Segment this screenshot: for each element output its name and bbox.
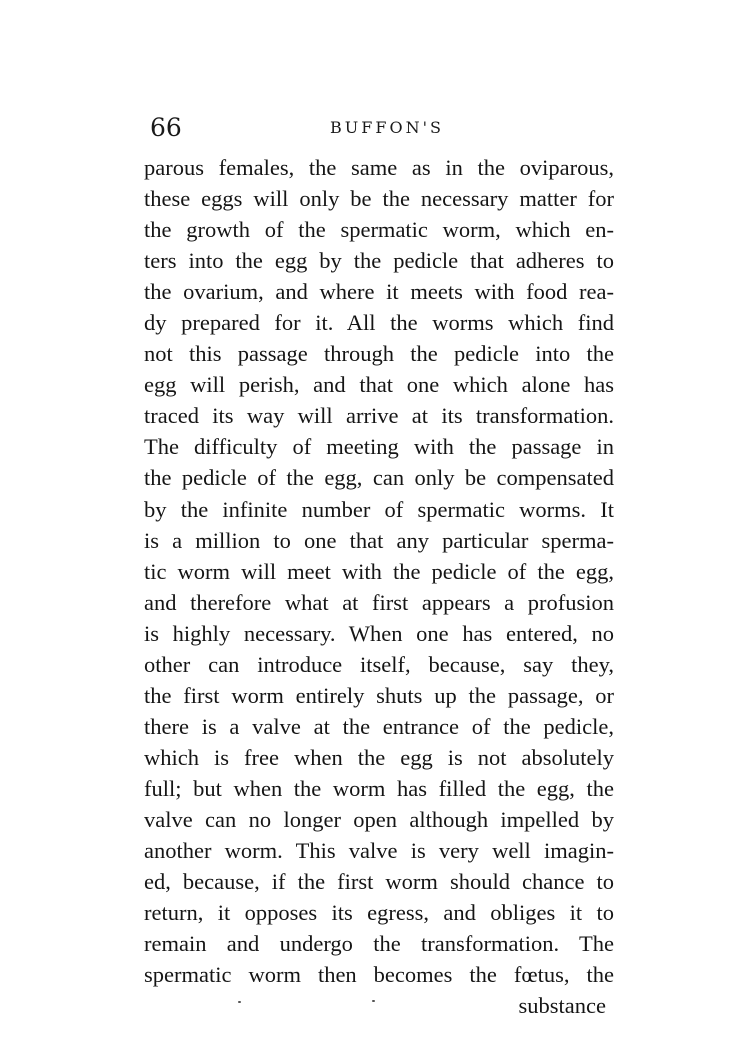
text-line: valve can no longer open although impelled by [144, 806, 614, 832]
text-line: dy prepared for it. All the worms which find [144, 310, 614, 336]
text-line: these eggs will only be the necessary matter for [144, 186, 614, 212]
text-line: another worm. This valve is very well imagin- [144, 838, 614, 864]
text-line: the pedicle of the egg, can only be compensated [144, 465, 614, 491]
text-line: traced its way will arrive at its transformation. [144, 403, 614, 429]
text-line: by the infinite number of spermatic worms. It [144, 496, 614, 522]
text-line: return, it opposes its egress, and obliges it to [144, 900, 614, 926]
catchword: substance [518, 993, 606, 1019]
text-line: tic worm will meet with the pedicle of the egg, [144, 558, 614, 584]
text-line: spermatic worm then becomes the fœtus, the [144, 962, 614, 988]
text-line: the first worm entirely shuts up the passage, or [144, 682, 614, 708]
text-line: is highly necessary. When one has entered, no [144, 620, 614, 646]
text-line: egg will perish, and that one which alone has [144, 372, 614, 398]
page-header [150, 108, 600, 148]
text-line: the growth of the spermatic worm, which en- [144, 217, 614, 243]
text-line: is a million to one that any particular sperma- [144, 527, 614, 553]
text-line: The difficulty of meeting with the passage in [144, 434, 614, 460]
text-line: and therefore what at first appears a profusion [144, 589, 614, 615]
text-line: parous females, the same as in the oviparous, [144, 155, 614, 180]
text-line: not this passage through the pedicle into the [144, 341, 614, 367]
text-line: full; but when the worm has filled the egg, the [144, 775, 614, 801]
text-line: ters into the egg by the pedicle that adheres to [144, 248, 614, 274]
print-speck [372, 1000, 375, 1002]
text-line: which is free when the egg is not absolutely [144, 744, 614, 770]
body-text [144, 152, 614, 1021]
text-line: other can introduce itself, because, say they, [144, 651, 614, 677]
print-speck [238, 1001, 241, 1003]
text-line: ed, because, if the first worm should chance to [144, 869, 614, 895]
page-number: 66 [150, 113, 182, 142]
text-line: the ovarium, and where it meets with food rea- [144, 279, 614, 305]
text-line: there is a valve at the entrance of the pedicle, [144, 713, 614, 739]
running-head: BUFFON'S [330, 118, 444, 137]
text-line: remain and undergo the transformation. The [144, 931, 614, 957]
